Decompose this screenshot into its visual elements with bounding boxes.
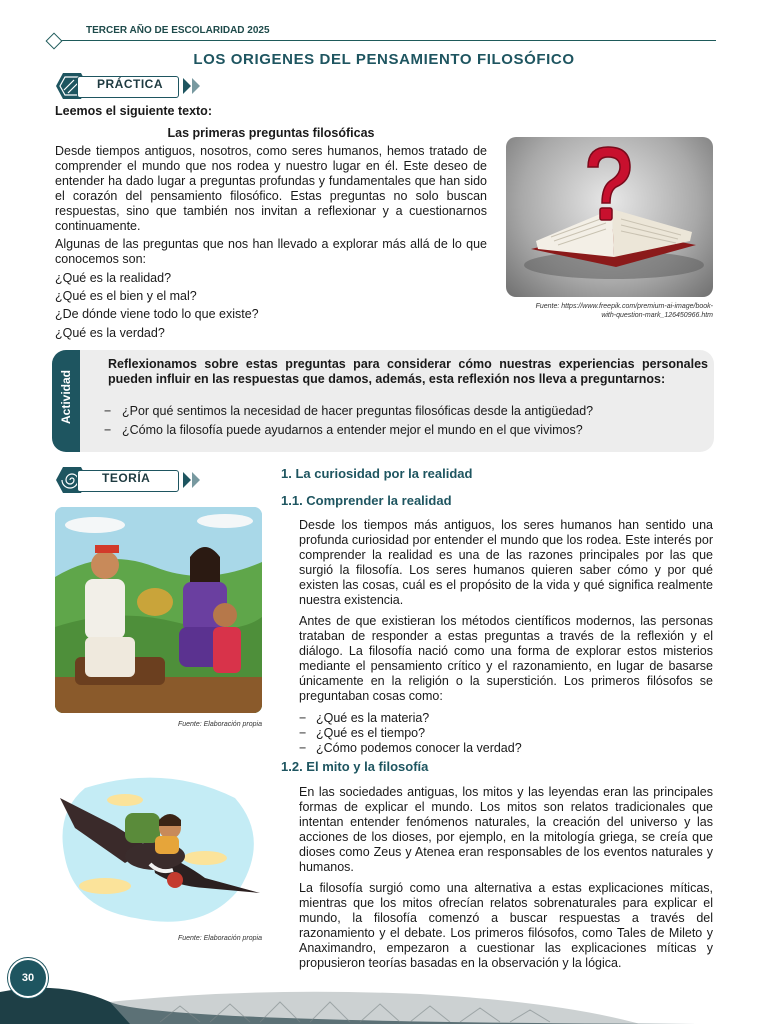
theory-paragraph: La filosofía surgió como una alternativa a estas explicaciones míticas, mientras que los mitos ofrecían relatos sobrenaturales para explicar el mundo, la filosofía comenzó a buscar respuestas a través del razonamiento y el debate. Los primeros filósofos, como Tales de Mileto y Anaximandro, empezaron a cuestionar las explicaciones míticas y propusieron teorías basadas en la observación y la lógica.	[299, 881, 713, 970]
chevron-right-icon	[183, 78, 191, 94]
theory-paragraph: Desde los tiempos más antiguos, los seres humanos han sentido una profunda curiosidad por entender el mundo que los rodea. Este interés por comprender la realidad es una de las razones principales por las que surgió la filosofía. Los seres humanos quieren saber cómo y por qué existen las cosas, cuál es el propósito de la vida y qué significa realmente nuestra existencia.	[299, 518, 713, 607]
activity-item: − ¿Por qué sentimos la necesidad de hacer preguntas filosóficas desde la antigüedad?	[104, 404, 594, 418]
theory-paragraph: En las sociedades antiguas, los mitos y las leyendas eran las principales formas de explicar el mundo. Los mitos son relatos tradicionales que intentan entender fenómenos naturales, la creación del universo y las acciones de los dioses, por ejemplo, en la mitología griega, se creía que dioses como Zeus y Atenea eran responsables de los eventos naturales y humanos.	[299, 785, 713, 874]
list-item: − ¿Qué es el tiempo?	[299, 726, 426, 740]
reading-paragraph: Algunas de las preguntas que nos han llevado a explorar más allá de lo que conocemos son:	[55, 237, 487, 266]
practica-badge	[55, 74, 200, 98]
child-riding-condor-icon	[55, 768, 265, 933]
header-rule	[52, 40, 716, 41]
reading-lead: Leemos el siguiente texto:	[55, 104, 212, 118]
page-title: LOS ORIGENES DEL PENSAMIENTO FILOSÓFICO	[193, 51, 575, 68]
book-question-image	[506, 137, 713, 297]
question-item: ¿De dónde viene todo lo que existe?	[55, 307, 259, 321]
teoria-badge	[55, 468, 200, 492]
page-number: 30	[8, 958, 48, 998]
chevron-right-icon	[192, 472, 200, 488]
list-item: − ¿Cómo podemos conocer la verdad?	[299, 741, 522, 755]
subsection-heading: 1.2. El mito y la filosofía	[281, 759, 429, 774]
footer-decoration	[0, 982, 768, 1024]
image-caption: Fuente: https://www.freepik.com/premium-ai-image/book- with-question-mark_126450966.htm	[535, 303, 713, 319]
theory-paragraph: Antes de que existieran los métodos científicos modernos, las personas trataban de responder a estas preguntas a través de la reflexión y el diálogo. La filosofía nació como una forma de explorar estos misterios mediante el pensamiento crítico y el razonamiento, en lugar de basarse únicamente en la religión o la superstición. Los primeros filósofos se preguntaban cosas como:	[299, 614, 713, 703]
condor-illustration	[55, 768, 265, 933]
practica-label: PRÁCTICA	[97, 77, 163, 91]
question-item: ¿Qué es la realidad?	[55, 271, 172, 285]
teoria-label: TEORÍA	[102, 471, 151, 485]
running-header: TERCER AÑO DE ESCOLARIDAD 2025	[86, 25, 270, 36]
subsection-heading: 1.1. Comprender la realidad	[281, 493, 452, 508]
image-caption: Fuente: Elaboración propia	[177, 935, 262, 942]
image-caption: Fuente: Elaboración propia	[177, 721, 262, 728]
chevron-right-icon	[183, 472, 191, 488]
family-scene-icon	[55, 507, 262, 713]
family-illustration	[55, 507, 262, 713]
chevron-right-icon	[192, 78, 200, 94]
reading-paragraph: Desde tiempos antiguos, nosotros, como seres humanos, hemos tratado de comprender el mundo que nos rodea y nuestro lugar en él. Este deseo de entender ha dado lugar a preguntas profundas y fundamentales que han sido el corazón del pensamiento filosófico. Estas preguntas no solo buscan respuestas, sino que también nos invitan a reflexionar y a cuestionarnos continuamente.	[55, 144, 487, 233]
reading-title: Las primeras preguntas filosóficas	[167, 126, 375, 140]
activity-prompt: Reflexionamos sobre estas preguntas para considerar cómo nuestras experiencias personales pueden influir en las respuestas que damos, además, esta reflexión nos lleva a preguntarnos:	[108, 357, 708, 386]
section-heading: 1. La curiosidad por la realidad	[281, 466, 473, 481]
activity-item: − ¿Cómo la filosofía puede ayudarnos a entender mejor el mundo en el que vivimos?	[104, 423, 583, 437]
list-item: − ¿Qué es la materia?	[299, 711, 430, 725]
activity-tab-label: Actividad	[59, 369, 73, 424]
diamond-icon	[46, 33, 63, 50]
book-with-question-mark-icon	[506, 137, 713, 297]
question-item: ¿Qué es la verdad?	[55, 326, 165, 340]
question-item: ¿Qué es el bien y el mal?	[55, 289, 197, 303]
